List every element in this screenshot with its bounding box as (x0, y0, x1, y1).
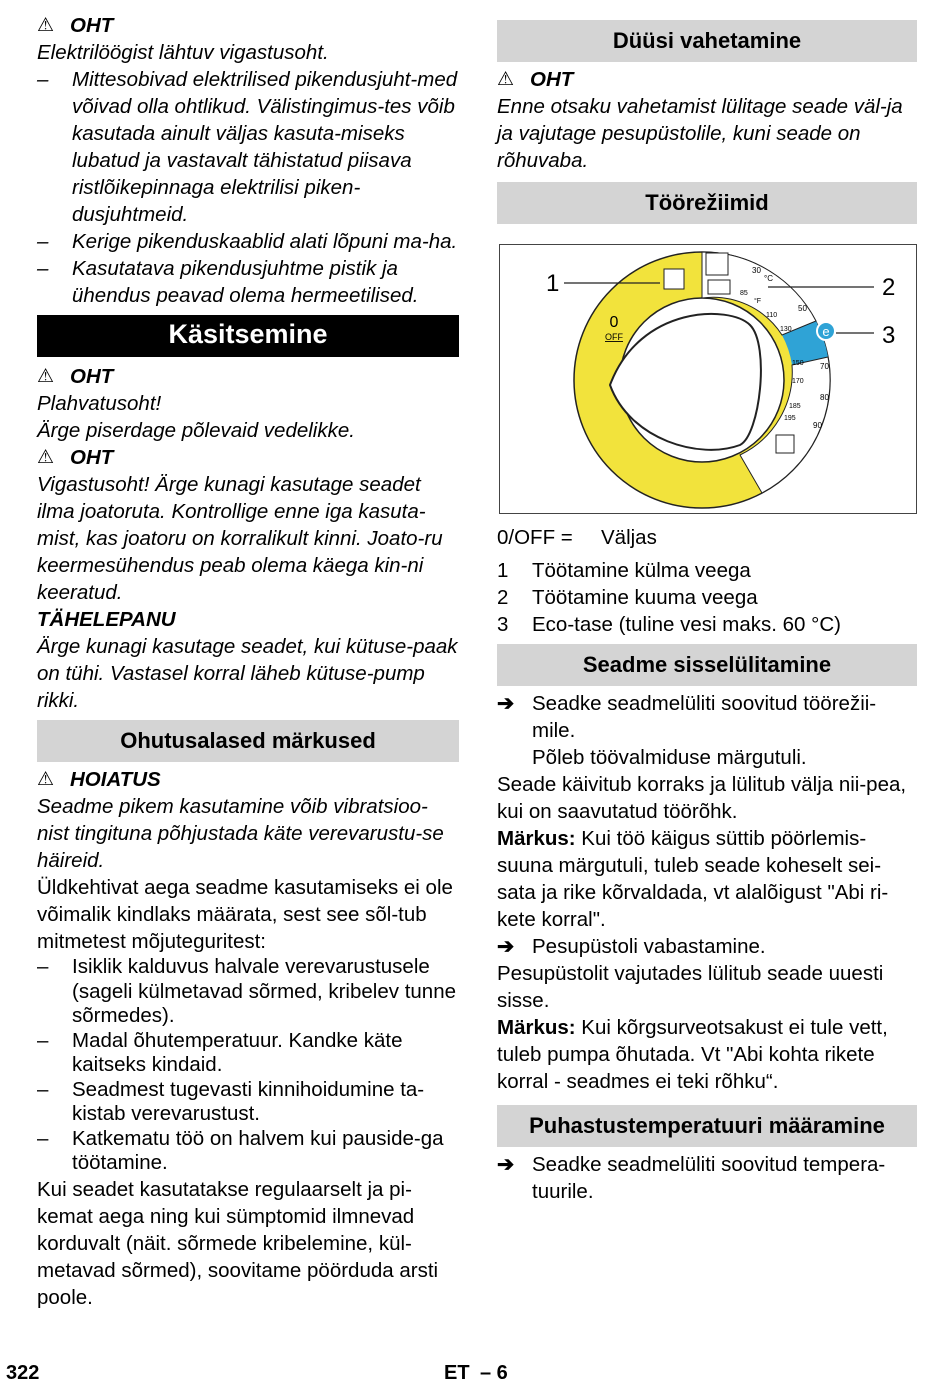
warning-text: Elektrilöögist lähtuv vigastusoht. (37, 41, 329, 64)
mode-dial-diagram (500, 245, 915, 512)
section-heading-sisse: Seadme sisselülitamine (497, 644, 917, 686)
arrow-right-icon: ➔ (497, 1153, 515, 1176)
tick-label: 130 (780, 326, 792, 333)
arrow-right-icon: ➔ (497, 935, 515, 958)
section-heading-puhastus: Puhastustemperatuuri määramine (497, 1105, 917, 1147)
tick-label: 85 (740, 290, 748, 297)
warning-text: Seadme pikem kasutamine võib vibratsioo-nist tingituna põhjustada käte verevarustu-se häireid. (37, 795, 444, 872)
off-number: 0 (609, 314, 619, 331)
warning-text: Plahvatusoht! (37, 392, 162, 415)
list-item: – Mittesobivad elektrilised pikendusjuht-med võivad olla ohtlikud. Välistingimus-tes võib kasutada ainult väljas kasuta-miseks lubatud ja vastavalt tähistatud piisava ristlõikepinnaga elektrilisi piken-dusjuhtmeid. (37, 68, 458, 226)
list-item: – Isiklik kalduvus halvale verevarustusele (sageli külmetavad sõrmed, kribelev tunne sõrmedes). (37, 955, 456, 1027)
tick-label: 50 (798, 304, 807, 313)
note: Märkus: Kui kõrgsurveotsakust ei tule vett, tuleb pumpa õhutada. Vt "Abi kohta rikete korral - seadmes ei teki rõhku“. (497, 1016, 888, 1093)
notice-heading: TÄHELEPANU (37, 608, 176, 631)
tick-label: 70 (820, 362, 829, 371)
warning-heading: ⚠ OHT (37, 446, 114, 469)
warning-triangle-icon: ⚠ (497, 69, 515, 90)
section-heading-tooreziimid: Töörežiimid (497, 182, 917, 224)
paragraph: Seade käivitub korraks ja lülitub välja nii-pea, kui on saavutatud töörõhk. (497, 773, 907, 823)
arrow-right-icon: ➔ (497, 692, 515, 715)
paragraph: Üldkehtivat aega seadme kasutamiseks ei ole võimalik kindlaks määrata, sest see sõl-tub mitmetest mõjuteguritest: (37, 876, 453, 953)
paragraph: Kui seadet kasutatakse regulaarselt ja pi-kemat aega ning kui sümptomid ilmnevad korduvalt (näit. sõrmede kribelemine, kül-metavad sõrmed), soovitame pöörduda arsti poole. (37, 1177, 439, 1309)
info-icon (776, 435, 794, 453)
legend-item: 1 Töötamine külma veega (497, 559, 751, 582)
tick-label: °C (764, 274, 773, 283)
right-column (497, 8, 917, 1205)
callout-3: 3 (882, 322, 896, 349)
off-label: OFF (605, 332, 623, 342)
cold-water-icon (664, 269, 684, 289)
section-page: – 6 (480, 1362, 508, 1384)
list-item: – Katkematu töö on halvem kui pauside-ga töötamine. (37, 1126, 444, 1174)
tick-label: 110 (766, 312, 778, 319)
list-item: – Seadmest tugevasti kinnihoidumine ta-kistab verevarustust. (37, 1077, 425, 1125)
mode-dial-figure (499, 244, 917, 514)
legend-item: 3 Eco-tase (tuline vesi maks. 60 °C) (497, 613, 841, 636)
warning-triangle-icon: ⚠ (37, 366, 55, 387)
step-item: ➔ Pesupüstoli vabastamine. (497, 935, 766, 958)
section-heading-dyysi: Düüsi vahetamine (497, 20, 917, 62)
list-item: – Kerige pikenduskaablid alati lõpuni ma-ha. (37, 230, 458, 253)
step-item: ➔ Seadke seadmelüliti soovitud töörežii-mile. (497, 692, 877, 742)
paragraph: Pesupüstolit vajutades lülitub seade uuesti sisse. (497, 962, 884, 1012)
list-item: – Kasutatava pikendusjuhtme pistik ja ühendus peavad olema hermeetilised. (37, 257, 419, 307)
callout-2: 2 (882, 274, 896, 301)
step-result: Põleb töövalmiduse märgutuli. (532, 746, 807, 769)
warning-heading: ⚠ HOIATUS (37, 768, 161, 791)
warning-heading: ⚠ OHT (37, 365, 114, 388)
warning-triangle-icon: ⚠ (37, 447, 55, 468)
tick-label: 80 (820, 393, 829, 402)
notice-text: Ärge kunagi kasutage seadet, kui kütuse-paak on tühi. Vastasel korral läheb kütuse-pump rikki. (37, 635, 458, 712)
step-item: ➔ Seadke seadmelüliti soovitud tempera-tuurile. (497, 1153, 886, 1203)
page-number: 322 (6, 1362, 40, 1384)
callout-1: 1 (546, 270, 560, 297)
tick-label: 150 (792, 360, 804, 367)
left-column (37, 12, 459, 1311)
legend-off: 0/OFF = Väljas (497, 526, 657, 549)
tick-label: 90 (813, 421, 822, 430)
warning-text: Enne otsaku vahetamist lülitage seade väl-ja ja vajutage pesupüstolile, kuni seade on rõhuvaba. (497, 95, 903, 172)
hot-water-icon (706, 253, 728, 275)
tick-label: 185 (789, 403, 801, 410)
list-item: – Madal õhutemperatuur. Kandke käte kaitseks kindaid. (37, 1028, 403, 1076)
nozzle-icon (708, 280, 730, 294)
tick-label: 170 (792, 378, 804, 385)
eco-badge-label: e (822, 324, 830, 339)
section-heading-ohutus: Ohutusalased märkused (37, 720, 459, 762)
warning-heading: ⚠ OHT (497, 68, 574, 91)
tick-label: °F (754, 298, 762, 305)
warning-text: Vigastusoht! Ärge kunagi kasutage seadet ilma joatoruta. Kontrollige enne iga kasuta-mist, kas joatoru on korralikult kinni. Joato-ru keermesühendus peab olema käega kin-ni keeratud. (37, 473, 443, 604)
warning-triangle-icon: ⚠ (37, 15, 55, 36)
language-code: ET (444, 1362, 470, 1384)
warning-triangle-icon: ⚠ (37, 769, 55, 790)
tick-label: 195 (784, 415, 796, 422)
warning-heading: ⚠ OHT (37, 14, 114, 37)
legend-item: 2 Töötamine kuuma veega (497, 586, 758, 609)
warning-text: Ärge piserdage põlevaid vedelikke. (37, 419, 355, 442)
section-heading-kasitsemine: Käsitsemine (37, 315, 459, 357)
note: Märkus: Kui töö käigus süttib pöörlemis-suuna märgutuli, tuleb seade koheselt sei-sata ja rike kõrvaldada, vt alalõigust "Abi ri-kete korral". (497, 827, 889, 931)
tick-label: 30 (752, 266, 761, 275)
